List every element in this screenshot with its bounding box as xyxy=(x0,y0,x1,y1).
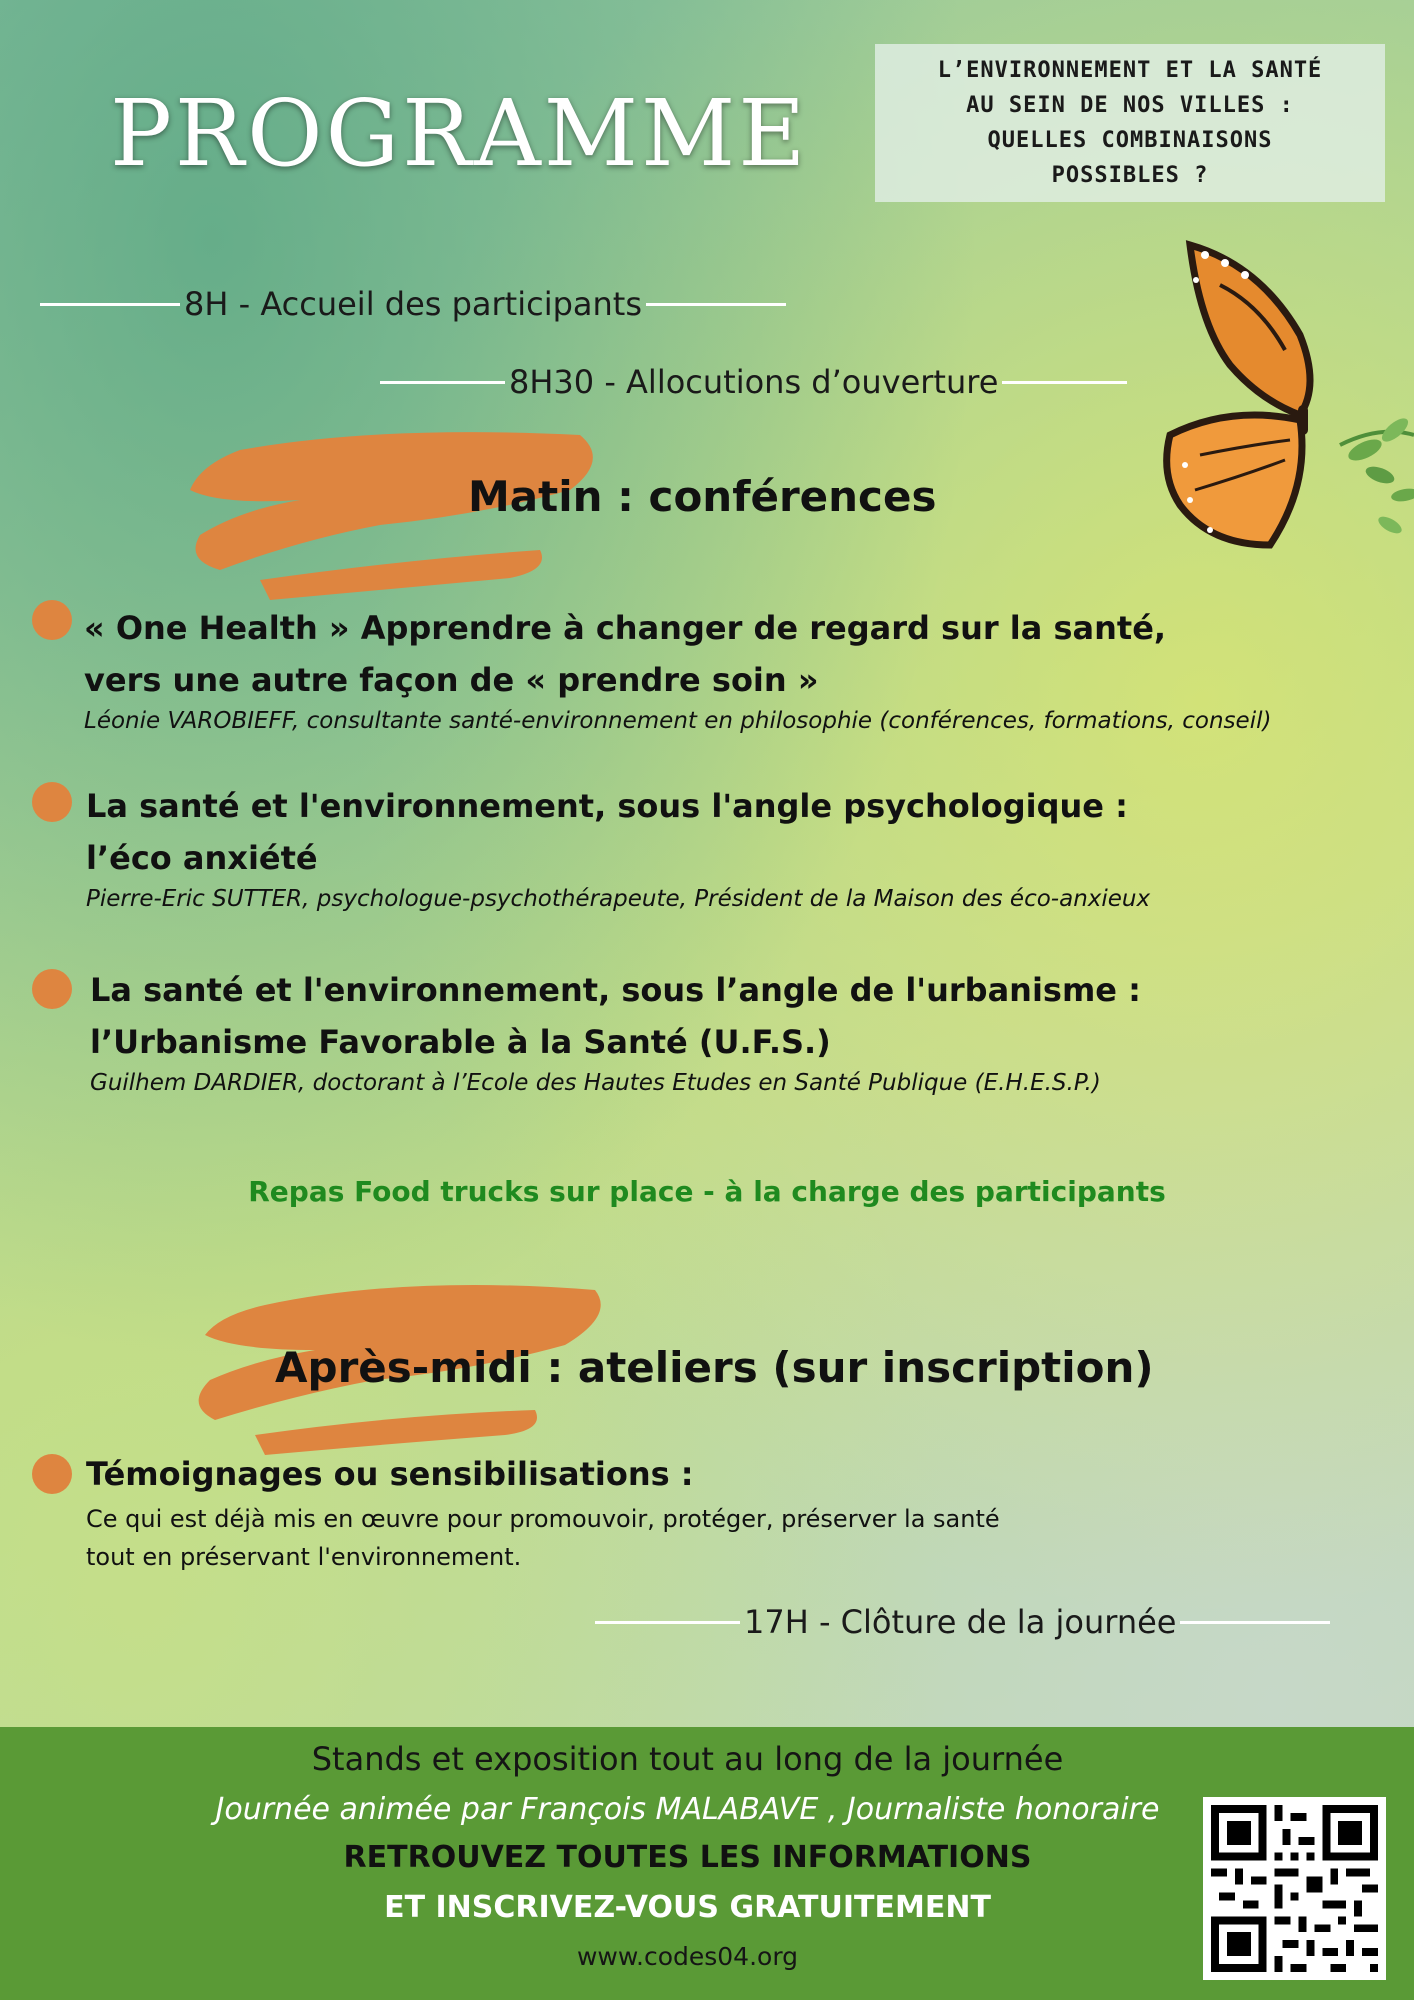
morning-heading: Matin : conférences xyxy=(468,472,937,521)
welcome-time-line xyxy=(40,285,786,323)
workshop-title: Témoignages ou sensibilisations : xyxy=(86,1455,694,1493)
footer-url-link[interactable]: www.codes04.org xyxy=(576,1942,799,1971)
bullet-dot-icon xyxy=(32,969,72,1009)
footer-cta-line1: RETROUVEZ TOUTES LES INFORMATIONS xyxy=(343,1840,1032,1875)
talk-title: « One Health » Apprendre à changer de regard sur la santé, xyxy=(84,609,1167,647)
talk-speaker: Pierre-Eric SUTTER, psychologue-psychothérapeute, Président de la Maison des éco-anxieux xyxy=(86,886,1151,912)
footer-host: Journée animée par François MALABAVE , Journaliste honoraire xyxy=(215,1792,1160,1827)
talk-title: l’Urbanisme Favorable à la Santé (U.F.S.) xyxy=(90,1023,831,1061)
talk-item xyxy=(86,780,1150,912)
bullet-dot-icon xyxy=(32,1454,72,1494)
divider-rule xyxy=(1180,1621,1330,1624)
opening-time: 8H30 - Allocutions d’ouverture xyxy=(509,363,999,401)
theme-line: POSSIBLES ? xyxy=(1051,163,1209,188)
divider-rule xyxy=(646,303,786,306)
theme-line: QUELLES COMBINAISONS xyxy=(987,128,1273,153)
workshop-desc-line: tout en préservant l'environnement. xyxy=(86,1543,522,1571)
talk-speaker: Léonie VAROBIEFF, consultante santé-environnement en philosophie (conférences, formations, conseil) xyxy=(84,708,1272,734)
butterfly xyxy=(1167,245,1310,545)
theme-box xyxy=(875,44,1385,202)
talk-item xyxy=(84,602,1271,734)
talk-title: La santé et l'environnement, sous l'angle psychologique : xyxy=(86,787,1128,825)
welcome-time: 8H - Accueil des participants xyxy=(184,285,643,323)
talk-speaker: Guilhem DARDIER, doctorant à l’Ecole des Hautes Etudes en Santé Publique (E.H.E.S.P.) xyxy=(90,1070,1101,1096)
bullet-dot-icon xyxy=(32,782,72,822)
talk-title: vers une autre façon de « prendre soin » xyxy=(84,661,819,699)
talk-item xyxy=(90,964,1141,1096)
plant-leaves xyxy=(1340,414,1414,536)
afternoon-heading: Après-midi : ateliers (sur inscription) xyxy=(275,1343,1154,1392)
workshop-desc-line: Ce qui est déjà mis en œuvre pour promouvoir, protéger, préserver la santé xyxy=(86,1505,1000,1533)
talk-title: l’éco anxiété xyxy=(86,839,318,877)
divider-rule xyxy=(380,381,505,384)
theme-line: L’ENVIRONNEMENT ET LA SANTÉ xyxy=(937,58,1323,83)
theme-line: AU SEIN DE NOS VILLES : xyxy=(966,93,1294,118)
opening-time-line xyxy=(380,363,1127,401)
lunch-note: Repas Food trucks sur place - à la charge des participants xyxy=(248,1175,1166,1208)
qr-code-icon[interactable] xyxy=(1203,1797,1386,1980)
divider-rule xyxy=(595,1621,740,1624)
footer-cta-line2: ET INSCRIVEZ-VOUS GRATUITEMENT xyxy=(384,1890,991,1925)
workshop-description xyxy=(86,1500,1000,1576)
page-title: PROGRAMME xyxy=(110,80,809,187)
divider-rule xyxy=(1002,381,1127,384)
footer-stands: Stands et exposition tout au long de la journée xyxy=(311,1740,1064,1778)
divider-rule xyxy=(40,303,180,306)
closing-time-line xyxy=(595,1603,1330,1641)
closing-time: 17H - Clôture de la journée xyxy=(744,1603,1177,1641)
workshop-item xyxy=(86,1448,1000,1576)
bullet-dot-icon xyxy=(32,600,72,640)
butterfly-illustration xyxy=(1150,225,1414,565)
talk-title: La santé et l'environnement, sous l’angle de l'urbanisme : xyxy=(90,971,1141,1009)
